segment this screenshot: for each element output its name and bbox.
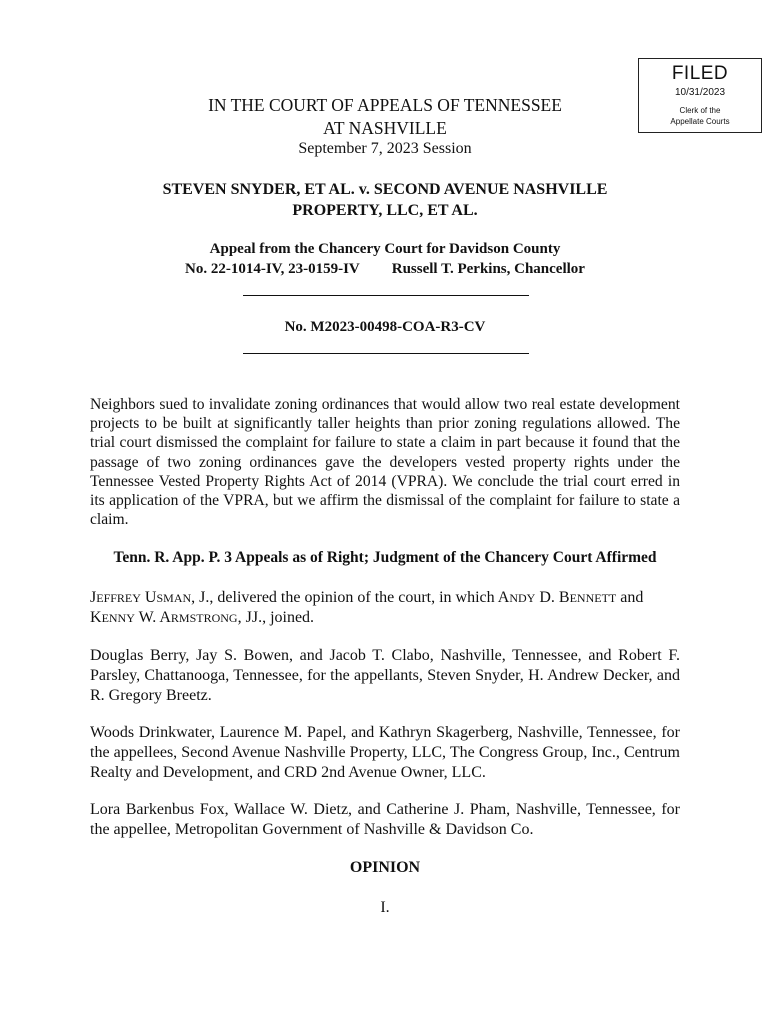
- counsel-appellants: Douglas Berry, Jay S. Bowen, and Jacob T. Clabo, Nashville, Tennessee, and Robert F. Parsley, Chattanooga, Tennessee, for the appellants, Steven Snyder, H. Andrew Decker, and R. Gregory Breetz.: [90, 647, 680, 704]
- court-name: IN THE COURT OF APPEALS OF TENNESSEE: [208, 95, 562, 115]
- judge2-last-initial: A: [159, 609, 171, 626]
- divider-top: [243, 295, 529, 296]
- divider-bottom: [243, 353, 529, 354]
- court-location: AT NASHVILLE: [323, 118, 447, 138]
- judge2-first-initial: K: [90, 609, 102, 626]
- filed-stamp-date: 10/31/2023: [674, 87, 726, 98]
- judge2-last-rest: RMSTRONG: [170, 611, 238, 625]
- author-last-initial: U: [144, 589, 157, 606]
- judge2-first-rest: ENNY: [101, 611, 135, 625]
- counsel-appellees-developers: Woods Drinkwater, Laurence M. Papel, and Kathryn Skagerberg, Nashville, Tennessee, for the appellees, Second Avenue Nashville Property, LLC, The Congress Group, Inc., Centrum Realty and Development, and CRD 2nd Avenue Owner, LLC.: [90, 724, 680, 781]
- author-first-rest: EFFREY: [96, 591, 141, 605]
- judge1-middle: D.: [535, 589, 559, 606]
- judge1-first-rest: NDY: [509, 591, 536, 605]
- case-title-line2: PROPERTY, LLC, ET AL.: [292, 202, 478, 219]
- judge1-first-initial: A: [497, 589, 510, 606]
- judge2-middle: W.: [134, 609, 160, 626]
- trial-judge: Russell T. Perkins, Chancellor: [391, 261, 585, 277]
- trial-case-numbers: No. 22-1014-IV, 23-0159-IV: [185, 261, 360, 277]
- author-first-initial: J: [90, 589, 97, 606]
- session-date: September 7, 2023 Session: [298, 140, 472, 157]
- section-number: I.: [380, 899, 390, 916]
- judge1-last-rest: ENNETT: [569, 591, 617, 605]
- authorship-line: [90, 588, 680, 628]
- conjunction: and: [616, 589, 644, 606]
- counsel-appellee-metro: Lora Barkenbus Fox, Wallace W. Dietz, and Catherine J. Pham, Nashville, Tennessee, for the appellee, Metropolitan Government of Nashville & Davidson Co.: [90, 801, 680, 838]
- appeal-from: Appeal from the Chancery Court for Davidson County: [209, 241, 561, 257]
- case-summary: Neighbors sued to invalidate zoning ordinances that would allow two real estate development projects to be built at significantly taller heights than prior zoning regulations allowed. The trial court dismissed the complaint for failure to state a claim in part because it found that the passage of two zoning ordinances gave the developers vested property rights under the Tennessee Vested Property Rights Act of 2014 (VPRA). We conclude the trial court erred in its application of the VPRA, but we affirm the dismissal of the complaint for failure to state a claim.: [90, 396, 680, 529]
- appeal-details: [0, 259, 770, 279]
- filed-stamp-clerk-line1: Clerk of the: [679, 106, 721, 115]
- filed-stamp-title: FILED: [671, 63, 729, 84]
- case-title-line1: STEVEN SNYDER, ET AL. v. SECOND AVENUE NASHVILLE: [162, 181, 608, 198]
- docket-number: No. M2023-00498-COA-R3-CV: [284, 319, 486, 335]
- filed-stamp-clerk-line2: Appellate Courts: [670, 117, 730, 126]
- opinion-heading: OPINION: [349, 859, 421, 876]
- authorship-tail: , JJ., joined.: [237, 609, 315, 626]
- judge1-last-initial: B: [558, 589, 570, 606]
- author-last-rest: SMAN: [156, 591, 192, 605]
- disposition: Tenn. R. App. P. 3 Appeals as of Right; Judgment of the Chancery Court Affirmed: [113, 549, 657, 566]
- author-suffix: , J., delivered the opinion of the court, in which: [191, 589, 498, 606]
